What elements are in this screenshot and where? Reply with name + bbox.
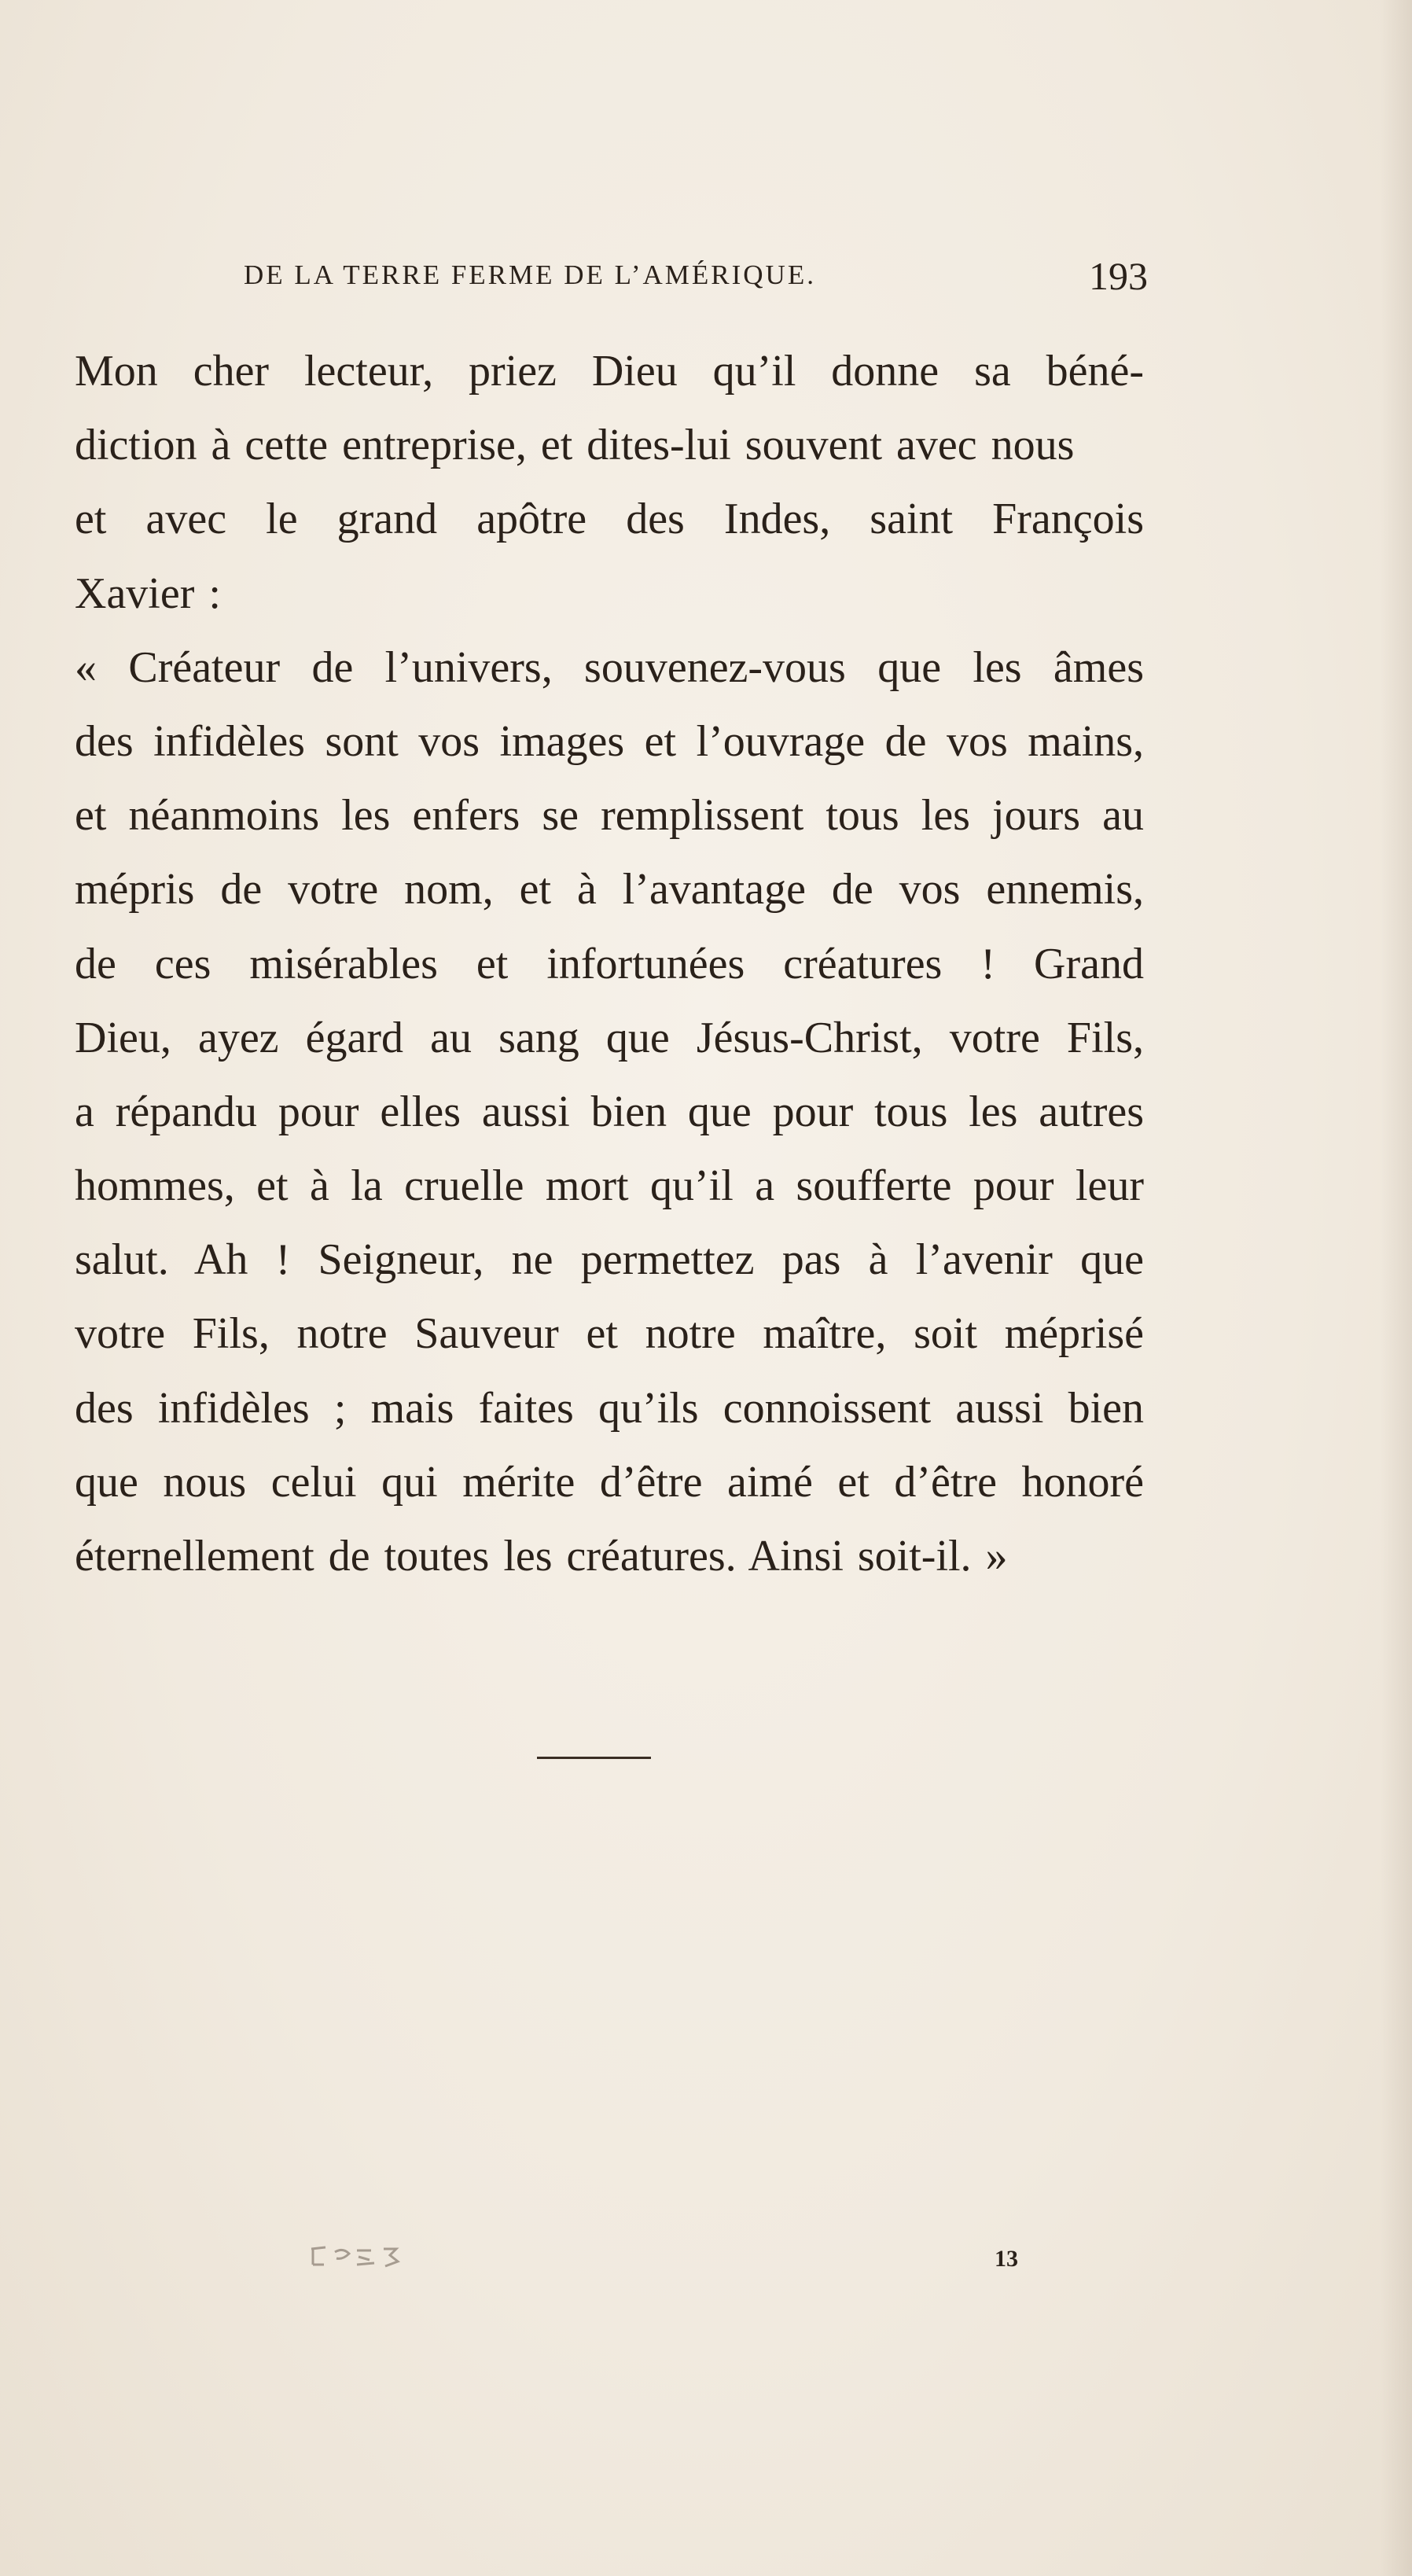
text-line: Mon cher lecteur, priez Dieu qu’il donne sa béné- — [75, 347, 1144, 396]
library-stamp-mark — [308, 2244, 418, 2269]
page-edge-shadow — [1381, 0, 1412, 2576]
running-title: DE LA TERRE FERME DE L’AMÉRIQUE. — [244, 259, 816, 290]
text-line: diction à cette entreprise, et dites-lui souvent avec nous — [75, 421, 1075, 470]
text-line: mépris de votre nom, et à l’avantage de vos ennemis, — [75, 865, 1144, 914]
text-line: que nous celui qui mérite d’être aimé et d’être honoré — [75, 1457, 1144, 1507]
text-line: de ces misérables et infortunées créatures ! Grand — [75, 939, 1144, 988]
text-line: éternellement de toutes les créatures. Ainsi soit-il. » — [75, 1532, 1008, 1581]
text-line: « Créateur de l’univers, souvenez-vous que les âmes — [75, 642, 1144, 692]
text-line: et néanmoins les enfers se remplissent tous les jours au — [75, 791, 1144, 841]
signature-mark: 13 — [995, 2246, 1018, 2272]
text-line: Dieu, ayez égard au sang que Jésus-Christ, votre Fils, — [75, 1013, 1144, 1062]
page-number: 193 — [1089, 254, 1148, 298]
text-line: salut. Ah ! Seigneur, ne permettez pas à l’avenir que — [75, 1235, 1144, 1285]
text-line: a répandu pour elles aussi bien que pour tous les autres — [75, 1087, 1144, 1136]
text-line: Xavier : — [75, 569, 221, 618]
section-divider — [537, 1757, 651, 1759]
page-header — [244, 253, 1148, 300]
text-line: des infidèles sont vos images et l’ouvrage de vos mains, — [75, 716, 1144, 766]
text-line: votre Fils, notre Sauveur et notre maître, soit méprisé — [75, 1309, 1144, 1359]
text-line: hommes, et à la cruelle mort qu’il a soufferte pour leur — [75, 1161, 1144, 1211]
body-text — [75, 334, 1144, 1593]
text-line: et avec le grand apôtre des Indes, saint François — [75, 495, 1144, 544]
text-line: des infidèles ; mais faites qu’ils connoissent aussi bien — [75, 1383, 1144, 1433]
